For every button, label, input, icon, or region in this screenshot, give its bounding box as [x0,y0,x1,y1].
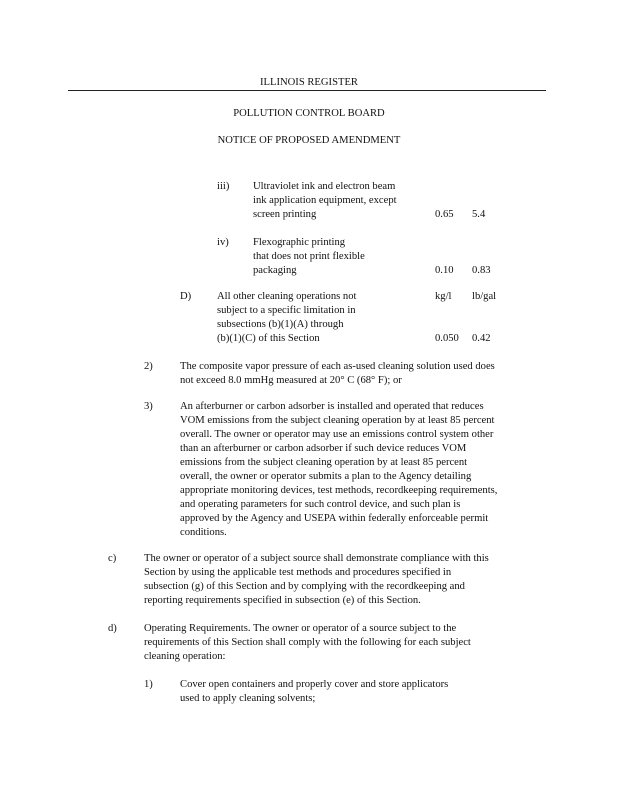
item-D-lb-value: 0.42 [472,333,491,344]
text-line: subject to a specific limitation in [217,305,356,316]
unit-lb-per-gal: lb/gal [472,291,497,302]
text-line: subsections (b)(1)(A) through [217,319,344,330]
board-title: POLLUTION CONTROL BOARD [233,108,385,119]
text-line: ink application equipment, except [253,195,397,206]
text-line: Flexographic printing [253,237,346,248]
text-line: overall, the owner or operator submits a plan to the Agency detailing [180,471,472,482]
item-2-label: 2) [144,361,153,372]
item-iii-label: iii) [217,181,230,192]
text-line: and operating parameters for such control device, and such plan is [180,499,461,510]
text-line: used to apply cleaning solvents; [180,693,316,704]
text-line: Operating Requirements. The owner or operator of a source subject to the [144,623,457,634]
item-iv-lb-value: 0.83 [472,265,491,276]
item-iii-lb-value: 5.4 [472,209,486,220]
text-line: approved by the Agency and USEPA within federally enforceable permit [180,513,489,524]
notice-title: NOTICE OF PROPOSED AMENDMENT [217,135,401,146]
item-d1-text [180,678,448,706]
header-rule [68,90,546,91]
item-c-text [144,552,489,608]
item-c-label: c) [108,553,117,564]
text-line: subsection (g) of this Section and by complying with the recordkeeping and [144,581,465,592]
text-line: requirements of this Section shall comply with the following for each subject [144,637,471,648]
item-iv-label: iv) [217,237,229,248]
text-line: All other cleaning operations not [217,291,357,302]
item-d-text [144,622,471,664]
item-iii-kg-value: 0.65 [435,209,454,220]
text-line: conditions. [180,527,227,538]
text-line: VOM emissions from the subject cleaning operation by at least 85 percent [180,415,495,426]
text-line: appropriate monitoring devices, test methods, recordkeeping requirements, [180,485,498,496]
text-line: screen printing [253,209,317,220]
text-line: An afterburner or carbon adsorber is installed and operated that reduces [180,401,484,412]
item-D-text [217,290,356,346]
text-line: overall. The owner or operator may use an emissions control system other [180,429,494,440]
item-3-text [180,400,497,540]
text-line: cleaning operation: [144,651,226,662]
text-line: The composite vapor pressure of each as-used cleaning solution used does [180,361,495,372]
text-line: packaging [253,265,297,276]
item-iv-kg-value: 0.10 [435,265,454,276]
text-line: reporting requirements specified in subsection (e) of this Section. [144,595,421,606]
item-D-kg-value: 0.050 [435,333,459,344]
text-line: that does not print flexible [253,251,365,262]
item-iv-text [253,236,365,278]
item-2-text [180,360,495,388]
register-title: ILLINOIS REGISTER [260,77,358,88]
item-D-label: D) [180,291,192,302]
item-iii-text [253,180,397,222]
text-line: emissions from the subject cleaning operation by at least 85 percent [180,457,468,468]
unit-kg-per-liter: kg/l [435,291,452,302]
text-line: Ultraviolet ink and electron beam [253,181,396,192]
text-line: than an afterburner or carbon adsorber if such device reduces VOM [180,443,467,454]
item-d-label: d) [108,623,117,634]
text-line: Section by using the applicable test methods and procedures specified in [144,567,452,578]
item-3-label: 3) [144,401,153,412]
text-line: Cover open containers and properly cover and store applicators [180,679,449,690]
text-line: (b)(1)(C) of this Section [217,333,320,344]
text-line: not exceed 8.0 mmHg measured at 20° C (68° F); or [180,375,402,386]
item-d1-label: 1) [144,679,153,690]
text-line: The owner or operator of a subject source shall demonstrate compliance with this [144,553,489,564]
